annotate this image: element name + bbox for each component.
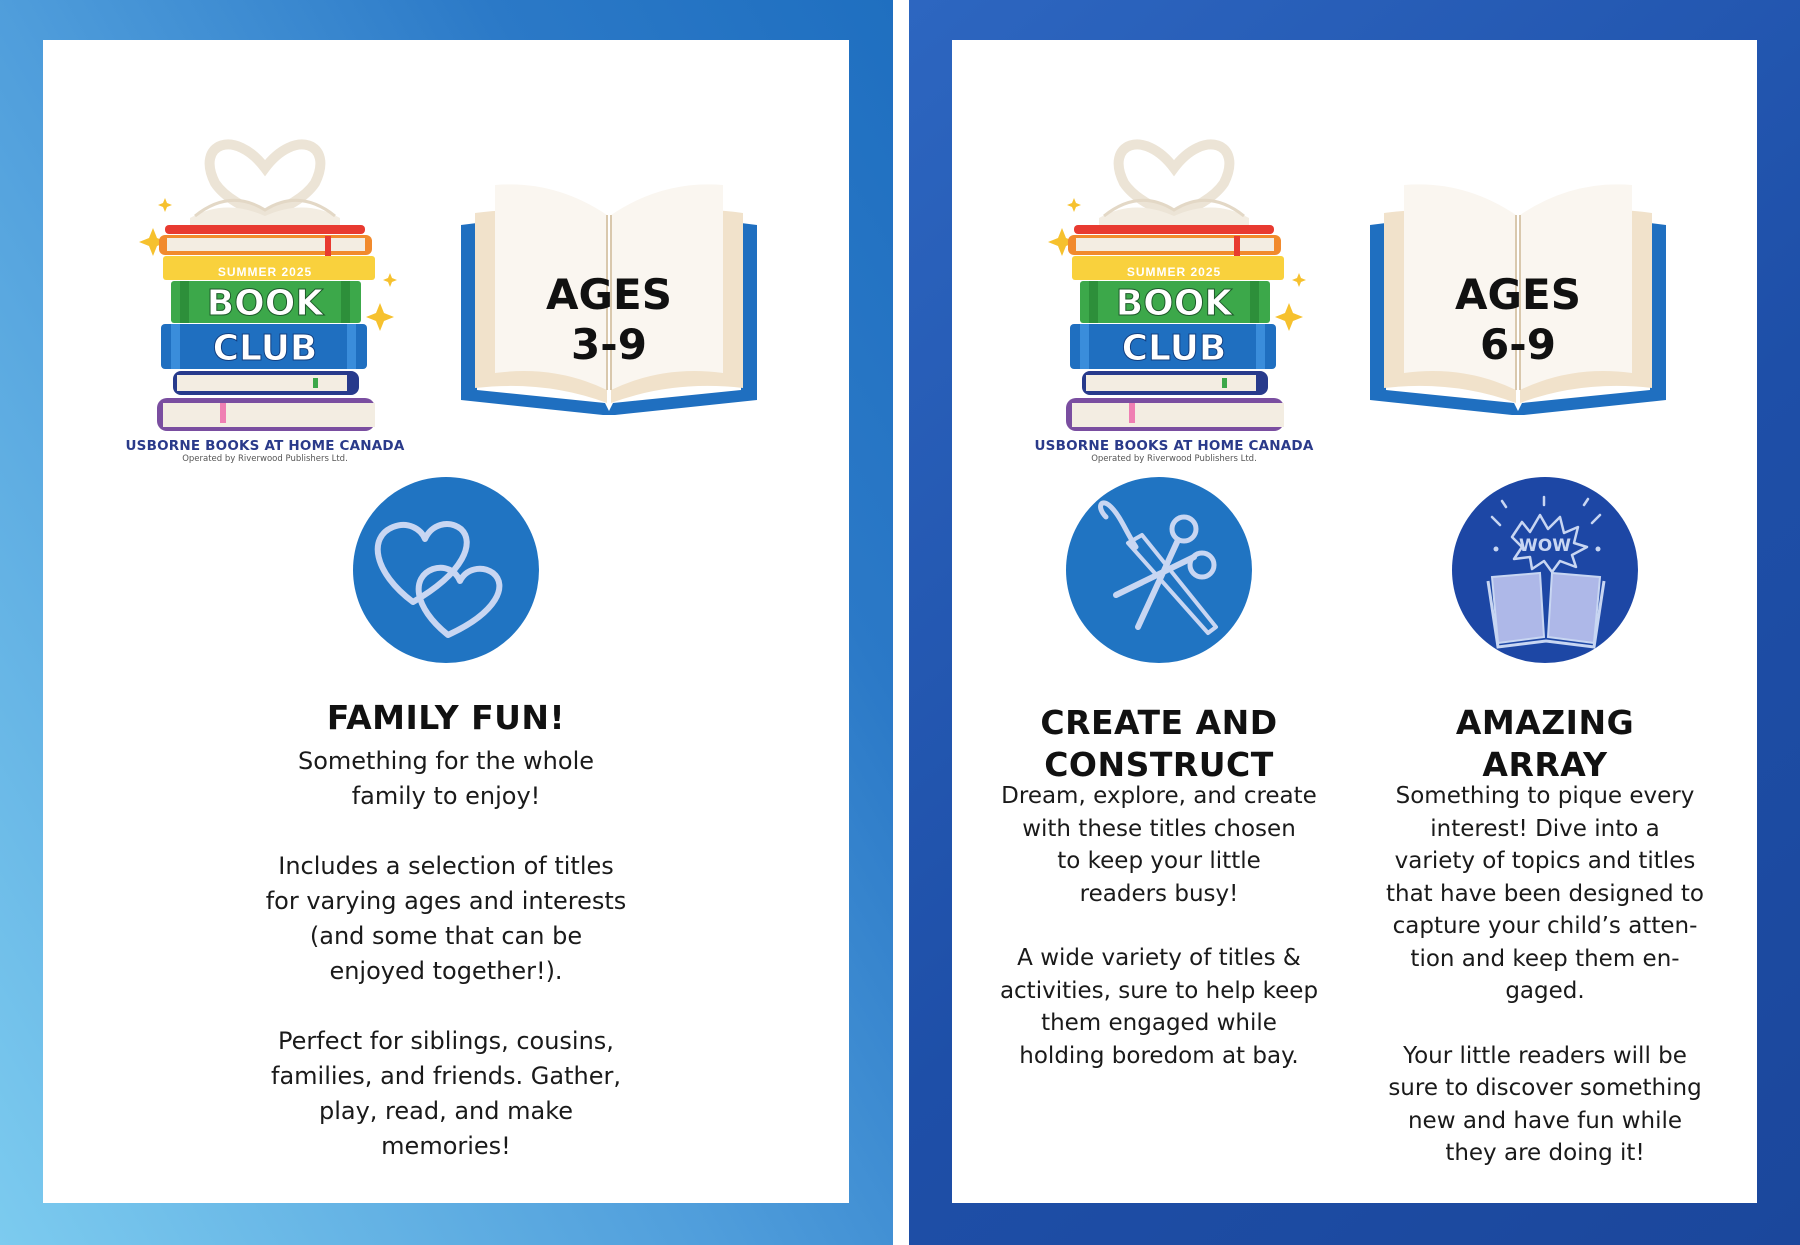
logo-kicker: SUMMER 2025 [217, 265, 313, 279]
amazing-array-title-line2: ARRAY [1482, 745, 1608, 784]
panel-left [0, 0, 893, 1245]
ages-label [1364, 270, 1672, 370]
amazing-array-para-2: Your little readers will be sure to discover something new and have fun while they are doing it! [1388, 1042, 1702, 1166]
create-construct-title-line1: CREATE AND [1040, 703, 1278, 742]
family-fun-title [223, 697, 669, 739]
create-construct-para-2: A wide variety of titles & activities, sure to help keep them engaged while holding boredom at bay. [999, 945, 1319, 1069]
book-club-logo [1024, 88, 1324, 468]
create-construct-title-line2: CONSTRUCT [1044, 745, 1274, 784]
create-construct-icon-circle [1066, 477, 1252, 663]
logo-brand-sub: Operated by Riverwood Publishers Ltd. [182, 454, 348, 464]
family-fun-title-text: FAMILY FUN! [326, 698, 566, 737]
amazing-array-icon-circle [1452, 477, 1638, 663]
amazing-array-para-1: Something to pique every interest! Dive into a variety of topics and titles that have been designed to capture your child’s atten- tion and keep them en- gaged. [1385, 783, 1704, 1004]
wow-book-icon [1452, 477, 1638, 663]
create-construct-title [972, 702, 1346, 786]
logo-title-book: BOOK [1115, 283, 1233, 324]
card-ages-3-9 [43, 40, 849, 1203]
logo-title-book: BOOK [206, 283, 324, 324]
hearts-icon [353, 477, 539, 663]
book-stack-icon [1024, 88, 1324, 433]
card-ages-6-9 [952, 40, 1757, 1203]
logo-title-club: CLUB [1121, 328, 1227, 369]
family-fun-para-1: Something for the whole family to enjoy! [297, 747, 595, 810]
paintbrush-scissors-icon [1066, 477, 1252, 663]
logo-title-club: CLUB [212, 328, 318, 369]
ages-word: AGES [1455, 270, 1581, 319]
book-club-logo [115, 88, 415, 468]
ages-range: 3-9 [571, 320, 647, 369]
create-construct-para-1: Dream, explore, and create with these titles chosen to keep your little readers busy! [1001, 783, 1317, 907]
family-fun-icon-circle [353, 477, 539, 663]
logo-brand-sub: Operated by Riverwood Publishers Ltd. [1091, 454, 1257, 464]
wow-text: WOW [1519, 536, 1571, 556]
panel-right [909, 0, 1800, 1245]
ages-range: 6-9 [1480, 320, 1556, 369]
amazing-array-title-line1: AMAZING [1455, 703, 1635, 742]
ages-book-badge [455, 175, 763, 425]
family-fun-para-2: Includes a selection of titles for varying ages and interests (and some that can be enjoyed together!). [265, 852, 627, 985]
ages-label [455, 270, 763, 370]
family-fun-description [223, 744, 669, 1164]
amazing-array-description [1352, 780, 1738, 1170]
logo-brand: USBORNE BOOKS AT HOME CANADA [1034, 438, 1314, 454]
family-fun-para-3: Perfect for siblings, cousins, families, and friends. Gather, play, read, and make memories! [271, 1027, 621, 1160]
amazing-array-title [1352, 702, 1738, 786]
logo-brand: USBORNE BOOKS AT HOME CANADA [125, 438, 405, 454]
logo-kicker: SUMMER 2025 [1126, 265, 1222, 279]
book-stack-icon [115, 88, 415, 433]
ages-book-badge [1364, 175, 1672, 425]
create-construct-description [972, 780, 1346, 1072]
ages-word: AGES [546, 270, 672, 319]
